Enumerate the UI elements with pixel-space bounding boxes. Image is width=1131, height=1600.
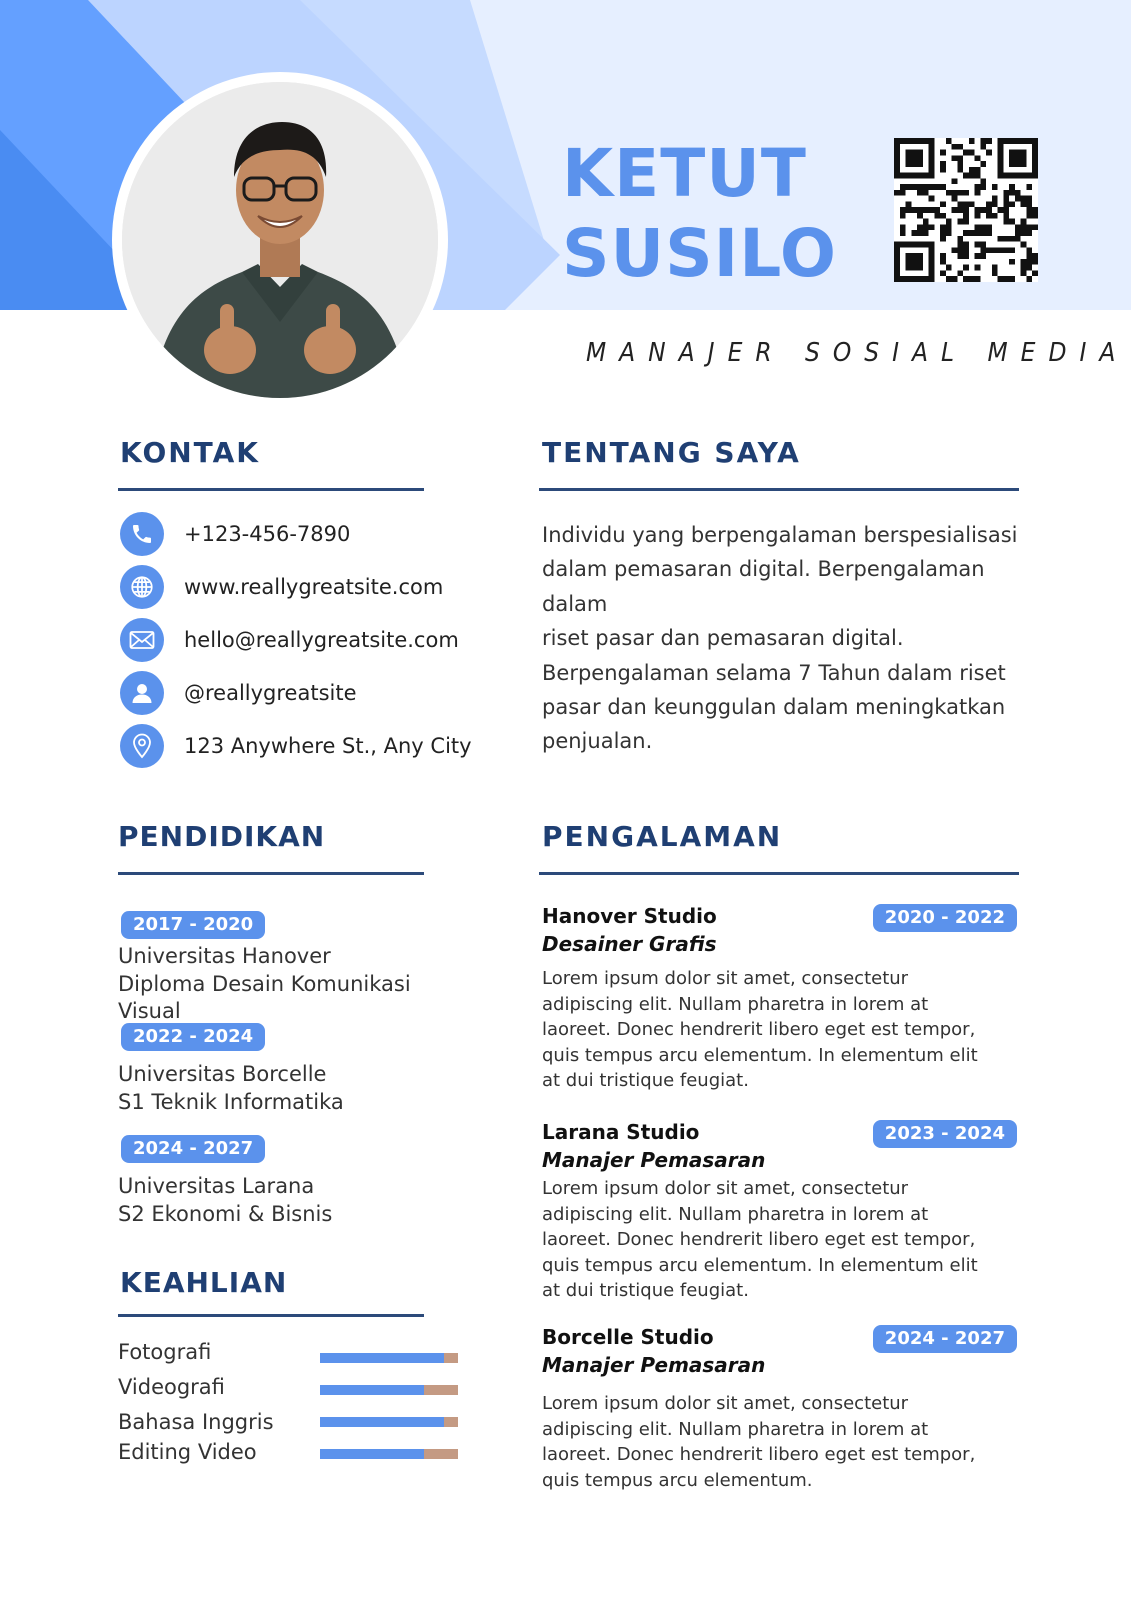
description-line: adipiscing elit. Nullam pharetra in lorem at (542, 1203, 929, 1225)
about-divider (539, 488, 1019, 491)
contact-phone (120, 512, 350, 556)
name-line-2: SUSILO (562, 215, 838, 292)
description-line: laoreet. Donec hendrerit libero eget est tempor, (542, 1229, 976, 1251)
experience-company: Larana Studio (542, 1120, 700, 1144)
contact-address-text: 123 Anywhere St., Any City (184, 734, 472, 758)
education-item (118, 1134, 332, 1228)
description-line: Lorem ipsum dolor sit amet, consectetur (542, 968, 909, 989)
qr-code-icon (894, 138, 1038, 282)
skills-heading: KEAHLIAN (120, 1266, 288, 1299)
about-line: dalam (542, 591, 608, 616)
skill-bar (320, 1385, 458, 1395)
experience-title: Manajer Pemasaran (542, 1148, 766, 1172)
education-school: Universitas Borcelle (118, 1062, 327, 1086)
description-line: laoreet. Donec hendrerit libero eget est tempor, (542, 1444, 976, 1466)
experience-description (542, 966, 1017, 1094)
globe-icon (120, 565, 164, 609)
education-school: Universitas Larana (118, 1174, 315, 1198)
skill-bar (320, 1417, 458, 1427)
education-school: Universitas Hanover (118, 944, 331, 968)
contact-phone-text: +123-456-7890 (184, 522, 351, 546)
user-icon (120, 671, 164, 715)
education-heading: PENDIDIKAN (118, 820, 326, 853)
skill-name: Fotografi (118, 1340, 212, 1364)
experience-years-badge: 2020 - 2022 (873, 904, 1017, 932)
about-line: pasar dan keunggulan dalam meningkatkan (542, 695, 1006, 720)
skill-bar-fill (320, 1353, 444, 1363)
about-line: Individu yang berpengalaman berspesialisasi (542, 523, 1018, 547)
contact-website-text: www.reallygreatsite.com (184, 575, 444, 599)
contact-email (120, 618, 459, 662)
experience-item (542, 1325, 1017, 1493)
description-line: quis tempus arcu elementum. (542, 1469, 813, 1491)
experience-item (542, 904, 1017, 1094)
name-line-1: KETUT (562, 135, 807, 212)
description-line: Lorem ipsum dolor sit amet, consectetur (542, 1178, 909, 1199)
contact-divider (118, 488, 424, 491)
description-line: laoreet. Donec hendrerit libero eget est tempor, (542, 1019, 976, 1041)
education-degree: S1 Teknik Informatika (118, 1089, 344, 1114)
skill-bar-fill (320, 1385, 424, 1395)
experience-title: Desainer Grafis (542, 932, 717, 956)
education-divider (118, 872, 424, 875)
description-line: at dui tristique feugiat. (542, 1070, 749, 1092)
education-item (118, 1022, 344, 1116)
skill-name: Editing Video (118, 1440, 257, 1464)
contact-email-text: hello@reallygreatsite.com (184, 628, 459, 652)
skill-bar-fill (320, 1449, 424, 1459)
skill-bar (320, 1353, 458, 1363)
candidate-name (562, 134, 837, 294)
skill-bar (320, 1449, 458, 1459)
about-line: dalam pemasaran digital. Berpengalaman (542, 557, 985, 582)
education-degree: Visual (118, 999, 181, 1023)
about-line: riset pasar dan pemasaran digital. (542, 626, 904, 651)
experience-description (542, 1391, 1017, 1493)
education-years-badge: 2024 - 2027 (121, 1135, 265, 1163)
education-years-badge: 2017 - 2020 (121, 911, 265, 939)
person-illustration (122, 82, 438, 398)
education-item (118, 910, 411, 1026)
experience-years-badge: 2023 - 2024 (873, 1120, 1017, 1148)
mail-icon (120, 618, 164, 662)
experience-divider (539, 872, 1019, 875)
description-line: adipiscing elit. Nullam pharetra in lorem at (542, 993, 929, 1015)
experience-item (542, 1120, 1017, 1304)
experience-description (542, 1176, 1017, 1304)
description-line: quis tempus arcu elementum. In elementum elit (542, 1254, 978, 1276)
about-heading: TENTANG SAYA (542, 436, 801, 469)
experience-heading: PENGALAMAN (542, 820, 783, 853)
description-line: adipiscing elit. Nullam pharetra in lorem at (542, 1418, 929, 1440)
skill-name: Bahasa Inggris (118, 1410, 274, 1434)
education-degree: Diploma Desain Komunikasi (118, 971, 411, 996)
phone-icon (120, 512, 164, 556)
education-degree: S2 Ekonomi & Bisnis (118, 1201, 333, 1226)
job-role: MANAJER SOSIAL MEDIA (586, 338, 1129, 368)
education-years-badge: 2022 - 2024 (121, 1023, 265, 1051)
experience-title: Manajer Pemasaran (542, 1353, 766, 1377)
profile-photo-frame (112, 72, 448, 408)
about-line: penjualan. (542, 729, 653, 754)
description-line: quis tempus arcu elementum. In elementum elit (542, 1044, 978, 1066)
contact-social (120, 671, 357, 715)
contact-address (120, 724, 472, 768)
contact-heading: KONTAK (120, 436, 260, 469)
about-line: Berpengalaman selama 7 Tahun dalam riset (542, 660, 1006, 685)
description-line: Lorem ipsum dolor sit amet, consectetur (542, 1393, 909, 1414)
location-pin-icon (120, 724, 164, 768)
contact-social-text: @reallygreatsite (184, 681, 357, 705)
experience-company: Hanover Studio (542, 904, 717, 928)
experience-company: Borcelle Studio (542, 1325, 714, 1349)
experience-years-badge: 2024 - 2027 (873, 1325, 1017, 1353)
skill-name: Videografi (118, 1375, 225, 1399)
skills-divider (118, 1314, 424, 1317)
skill-bar-fill (320, 1417, 444, 1427)
description-line: at dui tristique feugiat. (542, 1280, 749, 1302)
about-text (542, 518, 1042, 759)
profile-photo (122, 82, 438, 398)
contact-website (120, 565, 443, 609)
